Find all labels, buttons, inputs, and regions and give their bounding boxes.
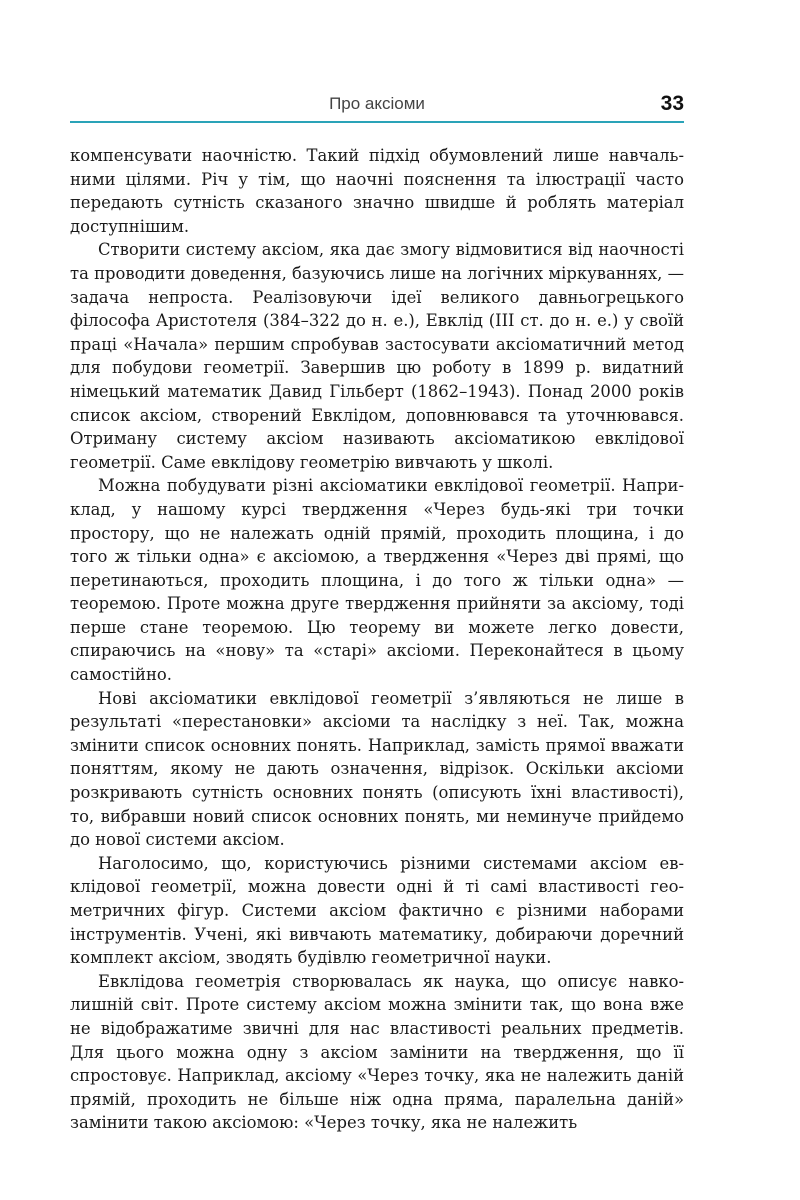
running-header-title: Про аксіоми	[329, 94, 425, 113]
paragraph: Евклідова геометрія створювалась як наука, що описує навколишній світ. Проте систему аксіом можна змінити так, що вона вже не відображатиме звичні для нас властивості реальних предметів. Для цього можна одну з аксіом замінити на твердження, що її спростовує. Наприклад, аксіому «Через точку, яка не належить даній прямій, проходить не більше ніж одна пряма, паралельна даній» замінити такою аксіомою: «Через точку, яка не належить	[70, 971, 684, 1133]
paragraph: Створити систему аксіом, яка дає змогу відмовитися від наочності та проводити доведення, базуючись лише на логічних міркуваннях, — задача непроста. Реалізовуючи ідеї великого давньогрецького філософа Аристотеля (384–322 до н. е.), Евклід (ІІІ ст. до н. е.) у своїй праці «Начала» першим спробував застосувати аксіоматичний метод для побудови геометрії. Завершив цю роботу в 1899 р. видатний німецький математик Давид Гільберт (1862–1943). Понад 2000 років список аксіом, створений Евклідом, доповнювався та уточнювався. Отриману систему аксіом називають аксіоматикою евклідової геометрії. Саме евклідову геометрію вивчають у школі.	[70, 240, 684, 472]
paragraph: компенсувати наочністю. Такий підхід обумовлений лише навчальними цілями. Річ у тім, що наочні пояснення та ілюстрації часто передають сутність сказаного значно швидше й роблять матеріал доступнішим.	[70, 146, 684, 236]
page-number: 33	[660, 92, 684, 115]
paragraph: Можна побудувати різні аксіоматики евклідової геометрії. Наприклад, у нашому курсі твердження «Через будь-які три точки простору, що не належать одній прямій, проходить площина, і до того ж тільки одна» є аксіомою, а твердження «Через дві прямі, що перетинаються, проходить площина, і до того ж тільки одна» — теоремою. Проте можна друге твердження прийняти за аксіому, тоді перше стане теоремою. Цю теорему ви можете легко довести, спираючись на «нову» та «старі» аксіоми. Переконайтеся в цьому самостійно.	[70, 476, 684, 685]
page-body	[70, 144, 684, 1135]
running-header	[70, 92, 684, 122]
paragraph: Наголосимо, що, користуючись різними системами аксіом евклідової геометрії, можна довести одні й ті самі властивості геометричних фігур. Системи аксіом фактично є різними наборами інструментів. Учені, які вивчають математику, добираючи доречний комплект аксіом, зводять будівлю геометричної науки.	[70, 853, 684, 968]
paragraph: Нові аксіоматики евклідової геометрії з’являються не лише в результаті «перестановки» аксіоми та наслідку з неї. Так, можна змінити список основних понять. Наприклад, замість прямої вважати поняттям, якому не дають означення, відрізок. Оскільки аксіоми розкривають сутність основних понять (описують їхні властивості), то, вибравши новий список основних понять, ми неминуче прийдемо до нової системи аксіом.	[70, 688, 684, 850]
header-divider	[70, 121, 684, 123]
